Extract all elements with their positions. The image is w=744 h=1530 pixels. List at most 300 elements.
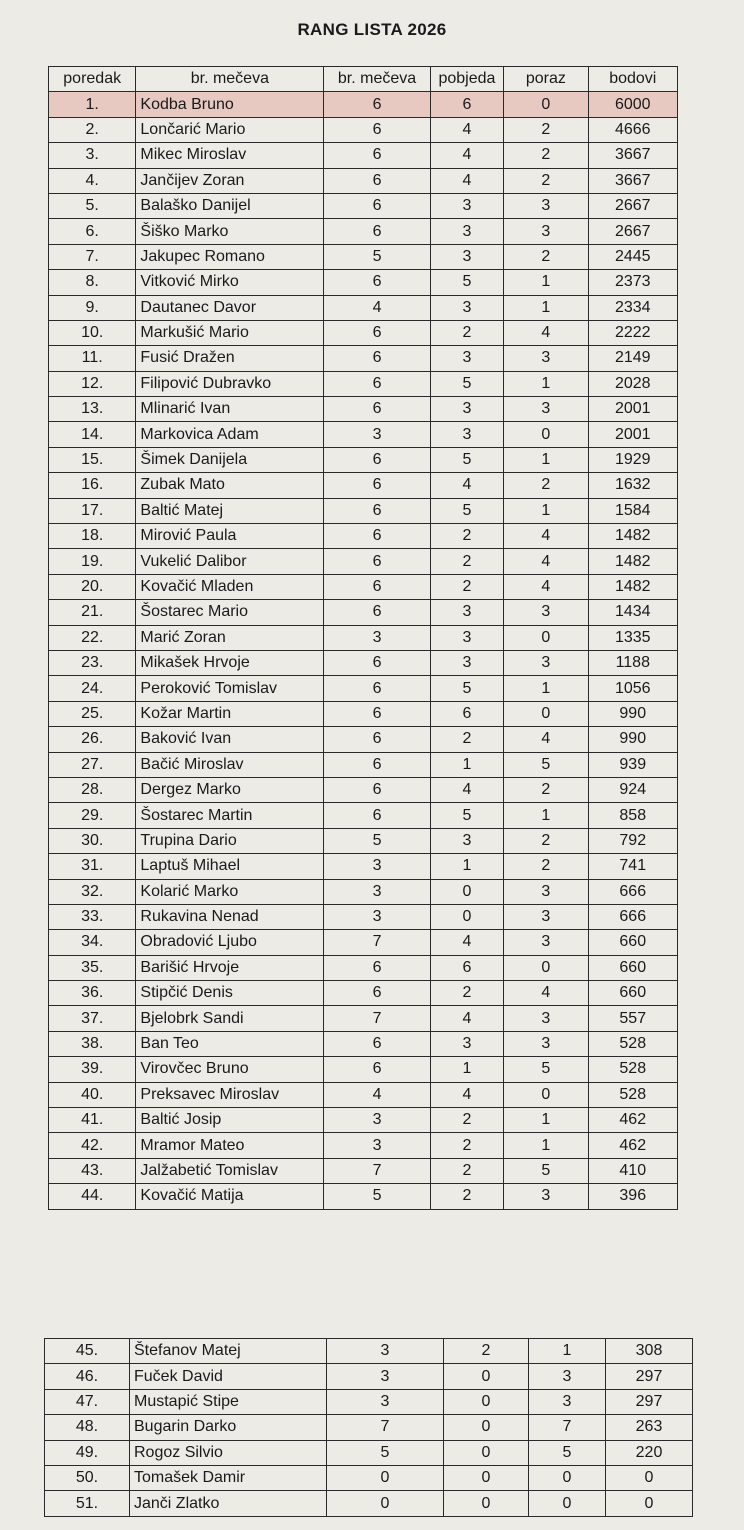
table-row [49,422,678,447]
losses-cell: 1 [529,1339,606,1364]
rank-cell: 47. [45,1389,130,1414]
matches-cell: 6 [324,371,431,396]
losses-cell: 5 [529,1440,606,1465]
losses-cell: 3 [504,650,588,675]
losses-cell: 2 [504,777,588,802]
losses-cell: 1 [504,371,588,396]
wins-cell: 6 [430,701,503,726]
player-name-cell: Baltić Josip [136,1108,324,1133]
player-name-cell: Mirović Paula [136,524,324,549]
matches-cell: 6 [324,117,431,142]
wins-cell: 3 [430,193,503,218]
losses-cell: 2 [504,828,588,853]
player-name-cell: Kovačić Mladen [136,574,324,599]
matches-cell: 4 [324,295,431,320]
rank-cell: 49. [45,1440,130,1465]
table-row [49,168,678,193]
points-cell: 741 [588,854,677,879]
losses-cell: 0 [504,701,588,726]
rank-cell: 26. [49,727,136,752]
matches-cell: 5 [327,1440,444,1465]
wins-cell: 0 [444,1364,529,1389]
rank-cell: 45. [45,1339,130,1364]
rank-cell: 23. [49,650,136,675]
player-name-cell: Virovčec Bruno [136,1057,324,1082]
wins-cell: 5 [430,447,503,472]
wins-cell: 4 [430,143,503,168]
player-name-cell: Vukelić Dalibor [136,549,324,574]
rank-cell: 30. [49,828,136,853]
rank-cell: 35. [49,955,136,980]
table-row [49,574,678,599]
player-name-cell: Šiško Marko [136,219,324,244]
table-row [49,473,678,498]
losses-cell: 0 [504,92,588,117]
points-cell: 410 [588,1158,677,1183]
matches-cell: 5 [324,244,431,269]
rank-cell: 43. [49,1158,136,1183]
rank-cell: 18. [49,524,136,549]
points-cell: 263 [606,1415,693,1440]
matches-cell: 3 [324,1108,431,1133]
rank-cell: 6. [49,219,136,244]
matches-cell: 3 [324,1133,431,1158]
ranking-table-continued [44,1338,693,1517]
rank-cell: 42. [49,1133,136,1158]
wins-cell: 2 [430,1158,503,1183]
table-row [45,1389,693,1414]
player-name-cell: Kodba Bruno [136,92,324,117]
header-losses: poraz [504,67,588,92]
table-row [49,524,678,549]
rank-cell: 48. [45,1415,130,1440]
losses-cell: 4 [504,574,588,599]
points-cell: 2222 [588,320,677,345]
player-name-cell: Zubak Mato [136,473,324,498]
header-poredak: poredak [49,67,136,92]
table-row [49,650,678,675]
matches-cell: 6 [324,193,431,218]
player-name-cell: Tomašek Damir [130,1465,327,1490]
rank-cell: 9. [49,295,136,320]
losses-cell: 3 [504,904,588,929]
losses-cell: 2 [504,143,588,168]
losses-cell: 2 [504,473,588,498]
table-row [49,981,678,1006]
rank-cell: 33. [49,904,136,929]
losses-cell: 5 [504,752,588,777]
wins-cell: 5 [430,676,503,701]
wins-cell: 4 [430,117,503,142]
rank-cell: 34. [49,930,136,955]
points-cell: 1632 [588,473,677,498]
points-cell: 4666 [588,117,677,142]
wins-cell: 3 [430,422,503,447]
table-row [49,295,678,320]
points-cell: 660 [588,981,677,1006]
rank-cell: 25. [49,701,136,726]
matches-cell: 7 [324,1158,431,1183]
points-cell: 2001 [588,422,677,447]
rank-cell: 50. [45,1465,130,1490]
table-row [49,955,678,980]
points-cell: 1335 [588,625,677,650]
points-cell: 0 [606,1465,693,1490]
matches-cell: 3 [327,1364,444,1389]
losses-cell: 2 [504,117,588,142]
player-name-cell: Obradović Ljubo [136,930,324,955]
table-row [49,244,678,269]
matches-cell: 6 [324,168,431,193]
table-row [49,270,678,295]
points-cell: 297 [606,1364,693,1389]
wins-cell: 4 [430,777,503,802]
wins-cell: 3 [430,828,503,853]
table-row [45,1491,693,1516]
player-name-cell: Bačić Miroslav [136,752,324,777]
points-cell: 308 [606,1339,693,1364]
losses-cell: 3 [504,397,588,422]
wins-cell: 3 [430,244,503,269]
points-cell: 462 [588,1133,677,1158]
points-cell: 660 [588,955,677,980]
points-cell: 396 [588,1184,677,1209]
matches-cell: 6 [324,473,431,498]
player-name-cell: Trupina Dario [136,828,324,853]
rank-cell: 36. [49,981,136,1006]
table-row [49,727,678,752]
losses-cell: 1 [504,447,588,472]
table-row [45,1440,693,1465]
wins-cell: 4 [430,1082,503,1107]
wins-cell: 1 [430,854,503,879]
rank-cell: 40. [49,1082,136,1107]
wins-cell: 2 [430,981,503,1006]
matches-cell: 6 [324,219,431,244]
table-row [49,777,678,802]
points-cell: 660 [588,930,677,955]
points-cell: 2334 [588,295,677,320]
points-cell: 666 [588,879,677,904]
table-header-row [49,67,678,92]
matches-cell: 6 [324,676,431,701]
losses-cell: 1 [504,1108,588,1133]
rank-cell: 13. [49,397,136,422]
points-cell: 2001 [588,397,677,422]
table-row [49,701,678,726]
rank-cell: 8. [49,270,136,295]
table-row [49,1133,678,1158]
matches-cell: 6 [324,981,431,1006]
points-cell: 2373 [588,270,677,295]
wins-cell: 2 [430,727,503,752]
losses-cell: 5 [504,1158,588,1183]
matches-cell: 6 [324,1031,431,1056]
table-row [49,447,678,472]
player-name-cell: Baković Ivan [136,727,324,752]
rank-cell: 44. [49,1184,136,1209]
matches-cell: 6 [324,574,431,599]
wins-cell: 0 [430,904,503,929]
table-row [49,625,678,650]
points-cell: 666 [588,904,677,929]
wins-cell: 5 [430,371,503,396]
player-name-cell: Bugarin Darko [130,1415,327,1440]
player-name-cell: Markovica Adam [136,422,324,447]
losses-cell: 3 [529,1389,606,1414]
rank-cell: 17. [49,498,136,523]
header-wins: pobjeda [430,67,503,92]
rank-cell: 5. [49,193,136,218]
matches-cell: 6 [324,320,431,345]
losses-cell: 0 [504,422,588,447]
table-row [49,549,678,574]
matches-cell: 6 [324,803,431,828]
rank-cell: 29. [49,803,136,828]
rank-cell: 46. [45,1364,130,1389]
rank-cell: 10. [49,320,136,345]
wins-cell: 0 [430,879,503,904]
rank-cell: 2. [49,117,136,142]
rank-cell: 12. [49,371,136,396]
wins-cell: 4 [430,930,503,955]
wins-cell: 3 [430,1031,503,1056]
table-row [49,1158,678,1183]
points-cell: 528 [588,1082,677,1107]
points-cell: 557 [588,1006,677,1031]
losses-cell: 0 [504,625,588,650]
player-name-cell: Rukavina Nenad [136,904,324,929]
points-cell: 1929 [588,447,677,472]
matches-cell: 7 [324,1006,431,1031]
rank-cell: 3. [49,143,136,168]
matches-cell: 6 [324,955,431,980]
player-name-cell: Janči Zlatko [130,1491,327,1516]
wins-cell: 3 [430,600,503,625]
matches-cell: 6 [324,447,431,472]
wins-cell: 2 [430,1184,503,1209]
player-name-cell: Peroković Tomislav [136,676,324,701]
losses-cell: 3 [504,219,588,244]
points-cell: 939 [588,752,677,777]
wins-cell: 3 [430,219,503,244]
rank-cell: 41. [49,1108,136,1133]
wins-cell: 5 [430,270,503,295]
points-cell: 858 [588,803,677,828]
matches-cell: 6 [324,777,431,802]
losses-cell: 5 [504,1057,588,1082]
points-cell: 0 [606,1491,693,1516]
matches-cell: 6 [324,143,431,168]
table-row [49,219,678,244]
player-name-cell: Dergez Marko [136,777,324,802]
table-row [45,1415,693,1440]
player-name-cell: Marić Zoran [136,625,324,650]
rank-cell: 7. [49,244,136,269]
losses-cell: 3 [504,193,588,218]
table-row [49,1006,678,1031]
points-cell: 990 [588,727,677,752]
points-cell: 462 [588,1108,677,1133]
player-name-cell: Jalžabetić Tomislav [136,1158,324,1183]
losses-cell: 3 [504,346,588,371]
rank-cell: 4. [49,168,136,193]
table-row [49,600,678,625]
losses-cell: 1 [504,1133,588,1158]
wins-cell: 0 [444,1440,529,1465]
wins-cell: 6 [430,955,503,980]
table-row [45,1364,693,1389]
wins-cell: 2 [430,524,503,549]
matches-cell: 6 [324,752,431,777]
points-cell: 2667 [588,193,677,218]
player-name-cell: Vitković Mirko [136,270,324,295]
matches-cell: 3 [324,625,431,650]
table-row [49,117,678,142]
losses-cell: 1 [504,676,588,701]
matches-cell: 3 [327,1389,444,1414]
wins-cell: 5 [430,498,503,523]
points-cell: 792 [588,828,677,853]
matches-cell: 6 [324,1057,431,1082]
player-name-cell: Markušić Mario [136,320,324,345]
table-row [49,193,678,218]
points-cell: 1188 [588,650,677,675]
player-name-cell: Kovačić Matija [136,1184,324,1209]
player-name-cell: Mlinarić Ivan [136,397,324,422]
player-name-cell: Barišić Hrvoje [136,955,324,980]
table-row [49,854,678,879]
header-name: br. mečeva [136,67,324,92]
player-name-cell: Stipčić Denis [136,981,324,1006]
matches-cell: 3 [324,879,431,904]
table-row [49,1184,678,1209]
player-name-cell: Balaško Danijel [136,193,324,218]
table-row [49,803,678,828]
table-row [49,828,678,853]
wins-cell: 2 [430,1108,503,1133]
page-title: RANG LISTA 2026 [297,20,447,39]
losses-cell: 1 [504,270,588,295]
points-cell: 924 [588,777,677,802]
table-row [49,879,678,904]
rank-cell: 22. [49,625,136,650]
header-matches: br. mečeva [324,67,431,92]
table-row [49,752,678,777]
player-name-cell: Filipović Dubravko [136,371,324,396]
player-name-cell: Bjelobrk Sandi [136,1006,324,1031]
wins-cell: 5 [430,803,503,828]
losses-cell: 3 [504,1006,588,1031]
points-cell: 3667 [588,143,677,168]
matches-cell: 6 [324,92,431,117]
rank-cell: 20. [49,574,136,599]
losses-cell: 4 [504,320,588,345]
points-cell: 2445 [588,244,677,269]
rank-cell: 16. [49,473,136,498]
wins-cell: 2 [430,1133,503,1158]
losses-cell: 0 [529,1491,606,1516]
losses-cell: 0 [504,1082,588,1107]
player-name-cell: Mustapić Stipe [130,1389,327,1414]
matches-cell: 7 [324,930,431,955]
table-row [49,346,678,371]
matches-cell: 3 [327,1339,444,1364]
player-name-cell: Laptuš Mihael [136,854,324,879]
losses-cell: 2 [504,168,588,193]
points-cell: 1482 [588,574,677,599]
losses-cell: 0 [504,955,588,980]
wins-cell: 6 [430,92,503,117]
wins-cell: 1 [430,752,503,777]
player-name-cell: Rogoz Silvio [130,1440,327,1465]
matches-cell: 0 [327,1465,444,1490]
wins-cell: 3 [430,397,503,422]
rank-cell: 11. [49,346,136,371]
rank-cell: 19. [49,549,136,574]
losses-cell: 4 [504,981,588,1006]
matches-cell: 6 [324,498,431,523]
wins-cell: 0 [444,1415,529,1440]
rank-cell: 27. [49,752,136,777]
points-cell: 2028 [588,371,677,396]
matches-cell: 6 [324,600,431,625]
wins-cell: 4 [430,168,503,193]
wins-cell: 3 [430,295,503,320]
rank-cell: 24. [49,676,136,701]
losses-cell: 3 [529,1364,606,1389]
matches-cell: 7 [327,1415,444,1440]
wins-cell: 1 [430,1057,503,1082]
points-cell: 3667 [588,168,677,193]
points-cell: 1482 [588,524,677,549]
rank-cell: 28. [49,777,136,802]
matches-cell: 3 [324,904,431,929]
losses-cell: 0 [529,1465,606,1490]
losses-cell: 1 [504,295,588,320]
player-name-cell: Šostarec Martin [136,803,324,828]
player-name-cell: Šimek Danijela [136,447,324,472]
losses-cell: 3 [504,879,588,904]
wins-cell: 2 [444,1339,529,1364]
rank-cell: 38. [49,1031,136,1056]
player-name-cell: Jančijev Zoran [136,168,324,193]
player-name-cell: Kolarić Marko [136,879,324,904]
losses-cell: 1 [504,803,588,828]
losses-cell: 4 [504,524,588,549]
points-cell: 990 [588,701,677,726]
table-row [49,320,678,345]
points-cell: 1482 [588,549,677,574]
wins-cell: 3 [430,625,503,650]
wins-cell: 3 [430,650,503,675]
header-points: bodovi [588,67,677,92]
rank-cell: 39. [49,1057,136,1082]
player-name-cell: Šostarec Mario [136,600,324,625]
matches-cell: 5 [324,828,431,853]
player-name-cell: Ban Teo [136,1031,324,1056]
rank-cell: 1. [49,92,136,117]
losses-cell: 2 [504,244,588,269]
losses-cell: 3 [504,600,588,625]
player-name-cell: Preksavec Miroslav [136,1082,324,1107]
player-name-cell: Mikašek Hrvoje [136,650,324,675]
table-row [49,498,678,523]
wins-cell: 2 [430,549,503,574]
matches-cell: 6 [324,346,431,371]
table-row [49,397,678,422]
points-cell: 2149 [588,346,677,371]
